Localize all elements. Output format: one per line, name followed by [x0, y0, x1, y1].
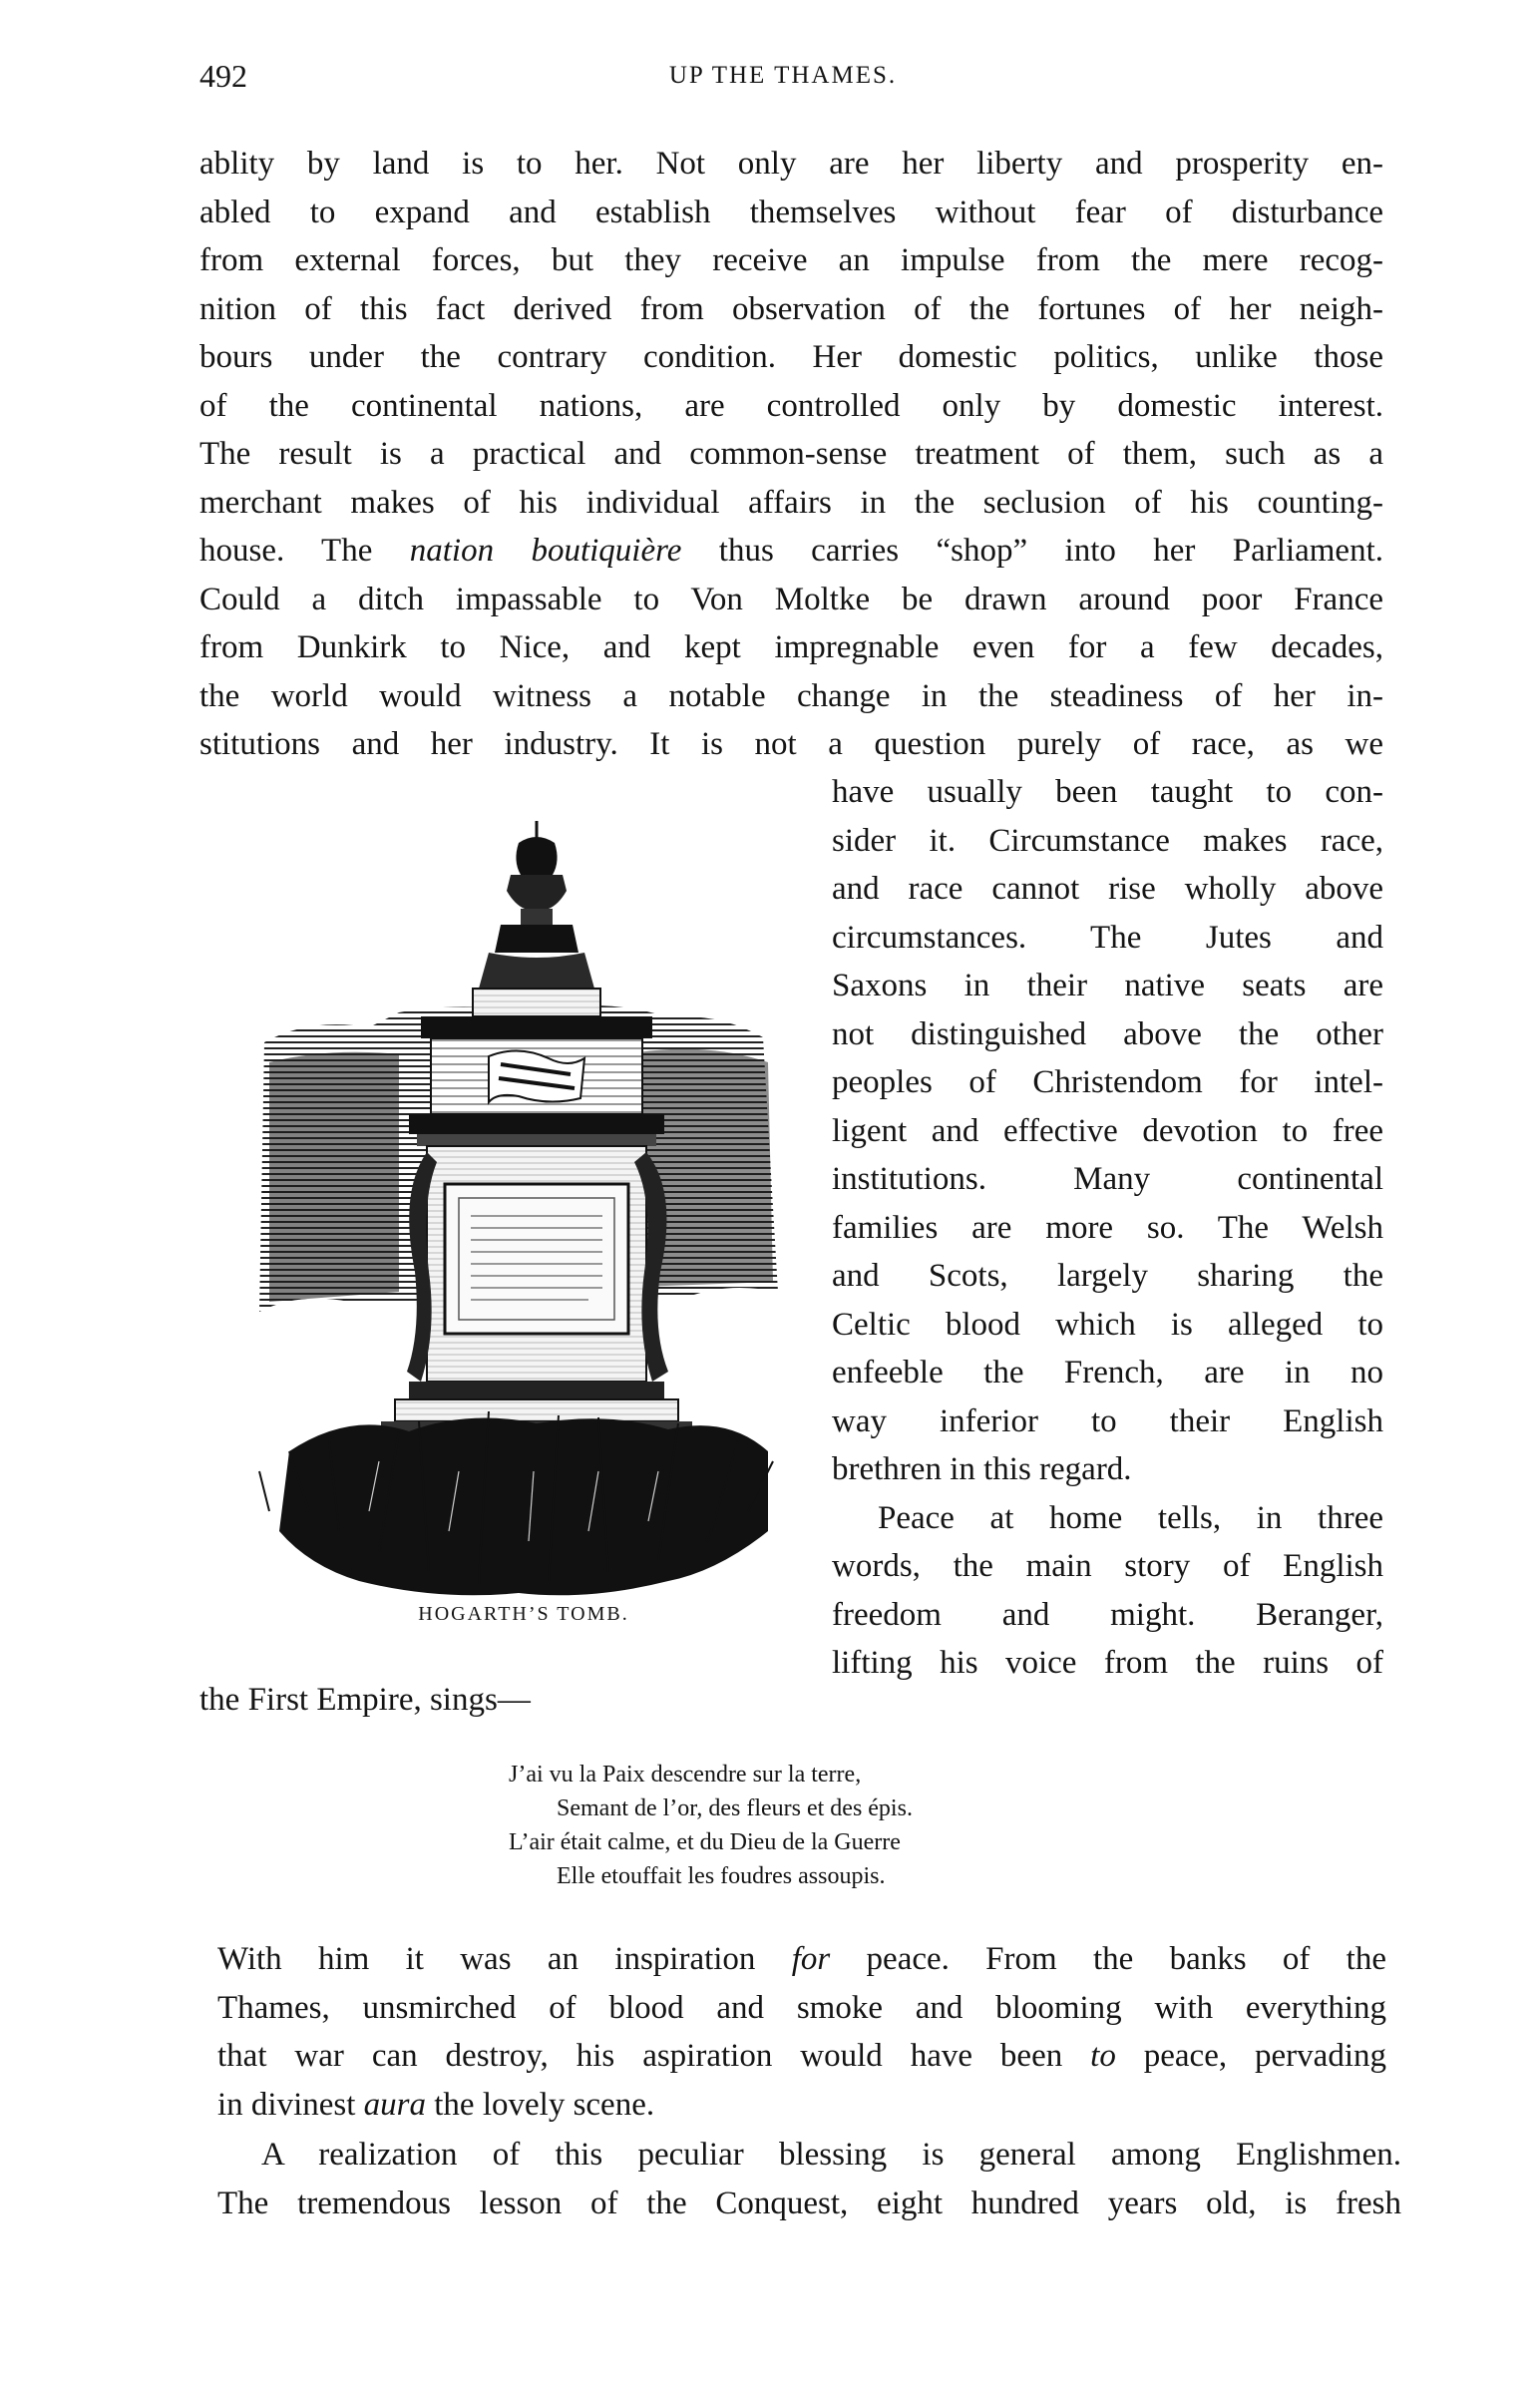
text-line: institutions. Many continental — [832, 1161, 1383, 1197]
text-line — [217, 1935, 1386, 1984]
text-line — [217, 2081, 1386, 2130]
text-line: and race cannot rise wholly above — [832, 871, 1383, 907]
text-run: With him it was an inspiration — [217, 1941, 792, 1977]
text-line: bours under the contrary condition. Her domestic politics, unlike those — [199, 339, 1383, 375]
text-line: from external forces, but they receive an impulse from the mere recog- — [199, 242, 1383, 278]
side-column — [832, 768, 1383, 1688]
text-line: from Dunkirk to Nice, and kept impregnable even for a few decades, — [199, 629, 1383, 665]
text-line: families are more so. The Welsh — [832, 1209, 1383, 1246]
italic-phrase: nation boutiquière — [409, 533, 682, 569]
text-run: in divinest — [217, 2086, 364, 2123]
running-title: UP THE THAMES. — [668, 62, 898, 89]
italic-word: to — [1090, 2038, 1116, 2074]
verse-line: Elle etouffait les foudres assoupis. — [557, 1863, 886, 1889]
text-line — [217, 2032, 1386, 2081]
text-line: ablity by land is to her. Not only are her liberty and prosperity en- — [199, 146, 1383, 182]
italic-word: for — [791, 1941, 831, 1977]
text-line — [199, 527, 1383, 576]
text-line: Saxons in their native seats are — [832, 968, 1383, 1003]
hogarths-tomb-illustration — [249, 813, 788, 1611]
first-empire-line — [199, 1676, 798, 1725]
text-line: have usually been taught to con- — [832, 774, 1383, 810]
text-line: the First Empire, sings— — [199, 1682, 531, 1718]
verse-line: L’air était calme, et du Dieu de la Guerre — [509, 1829, 901, 1855]
engraving-hogarths-tomb-icon — [249, 813, 788, 1611]
text-run: thus carries “shop” into her Parliament. — [681, 533, 1383, 569]
text-line: stitutions and her industry. It is not a question purely of race, as we — [199, 726, 1383, 762]
text-line: ligent and effective devotion to free — [832, 1112, 1383, 1149]
text-line: The tremendous lesson of the Conquest, eight hundred years old, is fresh — [217, 2185, 1401, 2221]
verse-line: Semant de l’or, des fleurs et des épis. — [557, 1795, 913, 1821]
paragraph-1 — [199, 140, 1383, 769]
text-line: Celtic blood which is alleged to — [832, 1306, 1383, 1343]
text-line: not distinguished above the other — [832, 1015, 1383, 1052]
text-run: that war can destroy, his aspiration would have been — [217, 2038, 1091, 2074]
text-line: of the continental nations, are controlled only by domestic interest. — [199, 387, 1383, 424]
italic-word: aura — [363, 2086, 427, 2123]
text-line: Thames, unsmirched of blood and smoke and blooming with everything — [217, 1989, 1386, 2026]
text-line: merchant makes of his individual affairs in the seclusion of his counting- — [199, 484, 1383, 521]
text-line: Peace at home tells, in three — [878, 1499, 1383, 1536]
text-line: circumstances. The Jutes and — [832, 919, 1383, 956]
text-line: The result is a practical and common-sense treatment of them, such as a — [199, 436, 1383, 472]
verse-line: J’ai vu la Paix descendre sur la terre, — [509, 1762, 862, 1788]
text-line: sider it. Circumstance makes race, — [832, 822, 1383, 859]
paragraph-3 — [217, 2131, 1401, 2227]
text-line: peoples of Christendom for intel- — [832, 1064, 1383, 1100]
text-run: peace, pervading — [1115, 2038, 1386, 2074]
text-line: abled to expand and establish themselves without fear of disturbance — [199, 194, 1383, 230]
text-run: house. The — [199, 533, 410, 569]
text-line: A realization of this peculiar blessing is general among Englishmen. — [261, 2137, 1401, 2173]
text-line: Could a ditch impassable to Von Moltke be drawn around poor France — [199, 581, 1383, 617]
text-line: and Scots, largely sharing the — [832, 1258, 1383, 1294]
text-run: the lovely scene. — [426, 2086, 655, 2123]
text-run: peace. From the banks of the — [830, 1941, 1386, 1977]
text-line: the world would witness a notable change in the steadiness of her in- — [199, 677, 1383, 714]
text-line: enfeeble the French, are in no — [832, 1355, 1383, 1391]
page-header — [199, 58, 1396, 102]
text-line: nition of this fact derived from observation of the fortunes of her neigh- — [199, 290, 1383, 327]
verse-block — [509, 1758, 1147, 1893]
text-line: lifting his voice from the ruins of — [832, 1645, 1383, 1681]
paragraph-2 — [217, 1935, 1386, 2129]
figure-caption: HOGARTH’S TOMB. — [418, 1603, 629, 1625]
text-line: words, the main story of English — [832, 1548, 1383, 1584]
text-line: freedom and might. Beranger, — [832, 1596, 1383, 1633]
text-line: way inferior to their English — [832, 1402, 1383, 1439]
page-number: 492 — [199, 58, 247, 94]
text-line: brethren in this regard. — [832, 1451, 1132, 1487]
